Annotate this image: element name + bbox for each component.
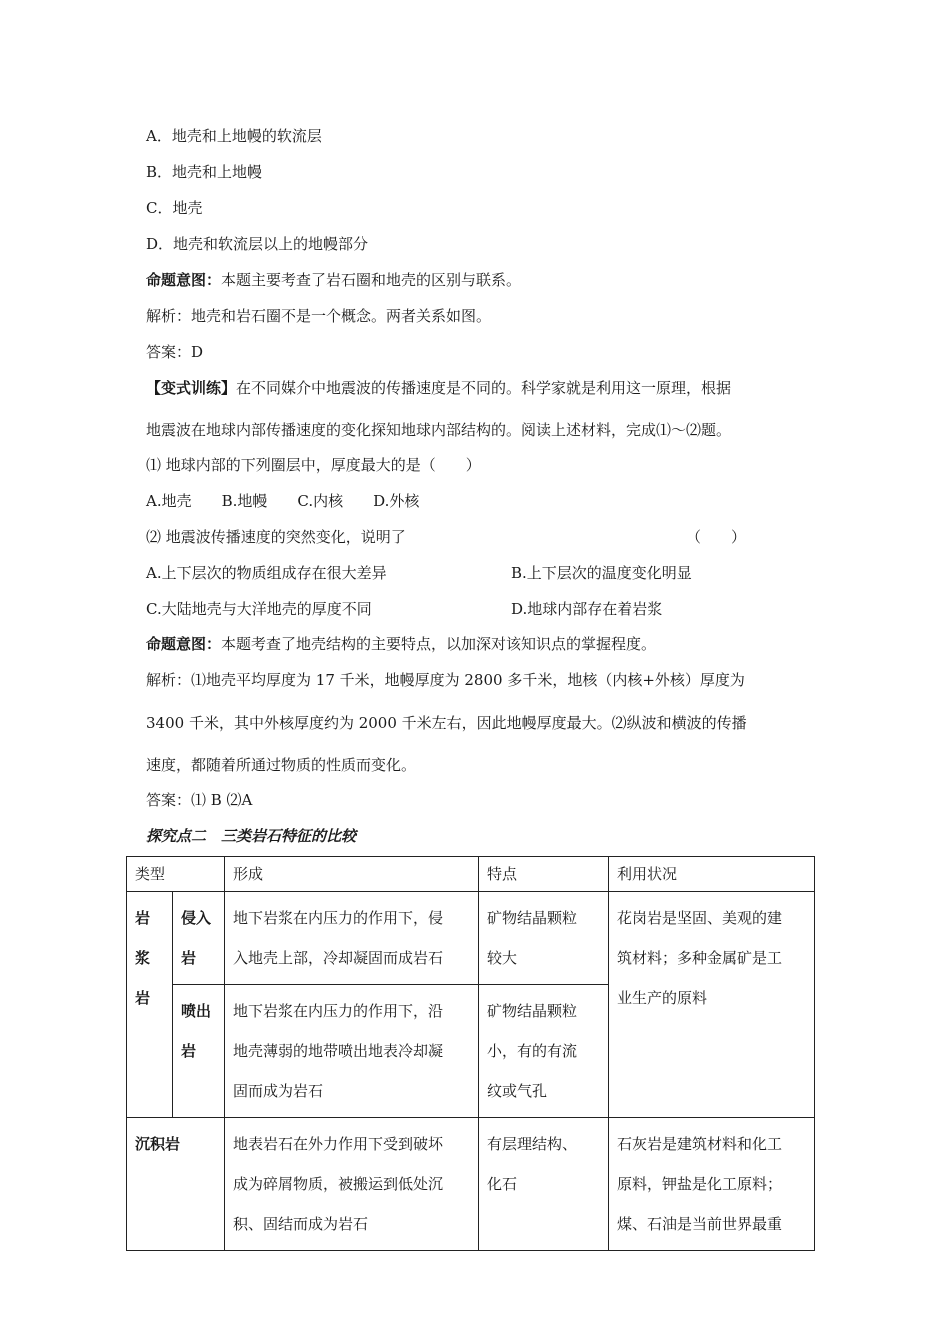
- question-2-option-c: C.大陆地壳与大洋地壳的厚度不同: [146, 600, 372, 618]
- rock-comparison-table: [126, 856, 815, 1251]
- usage-line: 原料，钾盐是化工原料；: [617, 1175, 783, 1193]
- formation-line: 固而成为岩石: [233, 1082, 324, 1100]
- usage-line: 花岗岩是坚固、美观的建: [617, 909, 783, 927]
- option-d: D．地壳和软流层以上的地幔部分: [146, 235, 369, 253]
- usage-line: 煤、石油是当前世界最重: [617, 1215, 783, 1233]
- igneous-label: [127, 892, 173, 1118]
- formation-line: 成为碎屑物质，被搬运到低处沉: [233, 1175, 444, 1193]
- formation-line: 入地壳上部，冷却凝固而成岩石: [233, 949, 444, 967]
- formation-line: 地表岩石在外力作用下受到破坏: [233, 1135, 444, 1153]
- intent-label: 命题意图：: [146, 635, 222, 653]
- sedimentary-usage: [609, 1118, 815, 1251]
- variant-line-1: [146, 378, 731, 398]
- extrusive-name-line: 岩: [181, 1042, 197, 1060]
- formation-line: 地壳薄弱的地带喷出地表冷却凝: [233, 1042, 444, 1060]
- feature-line: 矿物结晶颗粒: [487, 909, 578, 927]
- question-1-options: A.地壳 B.地幔 C.内核 D.外核: [146, 492, 420, 510]
- igneous-label-line: 岩: [135, 909, 151, 927]
- question-2-paren: （ ）: [686, 528, 747, 546]
- answer-2: 答案：⑴ B ⑵A: [146, 791, 253, 809]
- question-2: ⑵ 地震波传播速度的突然变化，说明了: [146, 528, 406, 546]
- sedimentary-formation: [225, 1118, 479, 1251]
- question-2-option-a: A.上下层次的物质组成存在很大差异: [146, 564, 387, 582]
- igneous-label-line: 岩: [135, 989, 151, 1007]
- feature-line: 矿物结晶颗粒: [487, 1002, 578, 1020]
- analysis-1: 解析：地壳和岩石圈不是一个概念。两者关系如图。: [146, 307, 492, 325]
- question-2-option-d: D.地球内部存在着岩浆: [511, 600, 663, 618]
- intent-text: 本题主要考查了岩石圈和地壳的区别与联系。: [221, 271, 522, 289]
- header-type: 类型: [127, 857, 225, 892]
- table-header-row: [127, 857, 815, 892]
- sedimentary-feature: [479, 1118, 609, 1251]
- intent-2: [146, 634, 656, 654]
- usage-line: 业生产的原料: [617, 989, 708, 1007]
- table-row-intrusive: [127, 892, 815, 985]
- feature-line: 小，有的有流: [487, 1042, 578, 1060]
- intent-label: 命题意图：: [146, 271, 222, 289]
- table-row-sedimentary: [127, 1118, 815, 1251]
- feature-line: 较大: [487, 949, 518, 967]
- analysis-2-line-3: 速度，都随着所通过物质的性质而变化。: [146, 756, 417, 774]
- intrusive-name: [173, 892, 225, 985]
- question-1: ⑴ 地球内部的下列圈层中，厚度最大的是（ ）: [146, 456, 481, 474]
- feature-line: 纹或气孔: [487, 1082, 548, 1100]
- sedimentary-name: 沉积岩: [127, 1118, 225, 1251]
- analysis-2-line-2: 3400 千米，其中外核厚度约为 2000 千米左右，因此地幔厚度最大。⑵纵波和横波的传播: [146, 714, 747, 732]
- analysis-2-line-1: 解析：⑴地壳平均厚度为 17 千米，地幔厚度为 2800 多千米，地核（内核+外核）厚度为: [146, 671, 745, 689]
- intrusive-feature: [479, 892, 609, 985]
- extrusive-formation: [225, 985, 479, 1118]
- extrusive-name-line: 喷出: [181, 1002, 212, 1020]
- intrusive-formation: [225, 892, 479, 985]
- extrusive-feature: [479, 985, 609, 1118]
- usage-line: 筑材料；多种金属矿是工: [617, 949, 783, 967]
- answer-1: 答案：D: [146, 343, 204, 361]
- intent-1: [146, 270, 521, 290]
- option-c: C．地壳: [146, 199, 203, 217]
- formation-line: 地下岩浆在内压力的作用下，侵: [233, 909, 444, 927]
- section-title: 探究点二 三类岩石特征的比较: [146, 827, 357, 845]
- header-formation: 形成: [225, 857, 479, 892]
- intrusive-name-line: 侵入: [181, 909, 212, 927]
- intrusive-name-line: 岩: [181, 949, 197, 967]
- option-b: B．地壳和上地幔: [146, 163, 263, 181]
- variant-line-2: 地震波在地球内部传播速度的变化探知地球内部结构的。阅读上述材料，完成⑴～⑵题。: [146, 421, 732, 439]
- intent-text: 本题考查了地壳结构的主要特点，以加深对该知识点的掌握程度。: [221, 635, 657, 653]
- extrusive-name: [173, 985, 225, 1118]
- option-a: A．地壳和上地幔的软流层: [146, 127, 322, 145]
- header-usage: 利用状况: [609, 857, 815, 892]
- header-feature: 特点: [479, 857, 609, 892]
- igneous-label-line: 浆: [135, 949, 151, 967]
- feature-line: 有层理结构、: [487, 1135, 578, 1153]
- variant-label: 【变式训练】: [146, 379, 237, 397]
- feature-line: 化石: [487, 1175, 518, 1193]
- formation-line: 积、固结而成为岩石: [233, 1215, 369, 1233]
- igneous-usage: [609, 892, 815, 1118]
- variant-text: 在不同媒介中地震波的传播速度是不同的。科学家就是利用这一原理，根据: [236, 379, 732, 397]
- question-2-option-b: B.上下层次的温度变化明显: [511, 564, 692, 582]
- formation-line: 地下岩浆在内压力的作用下，沿: [233, 1002, 444, 1020]
- usage-line: 石灰岩是建筑材料和化工: [617, 1135, 783, 1153]
